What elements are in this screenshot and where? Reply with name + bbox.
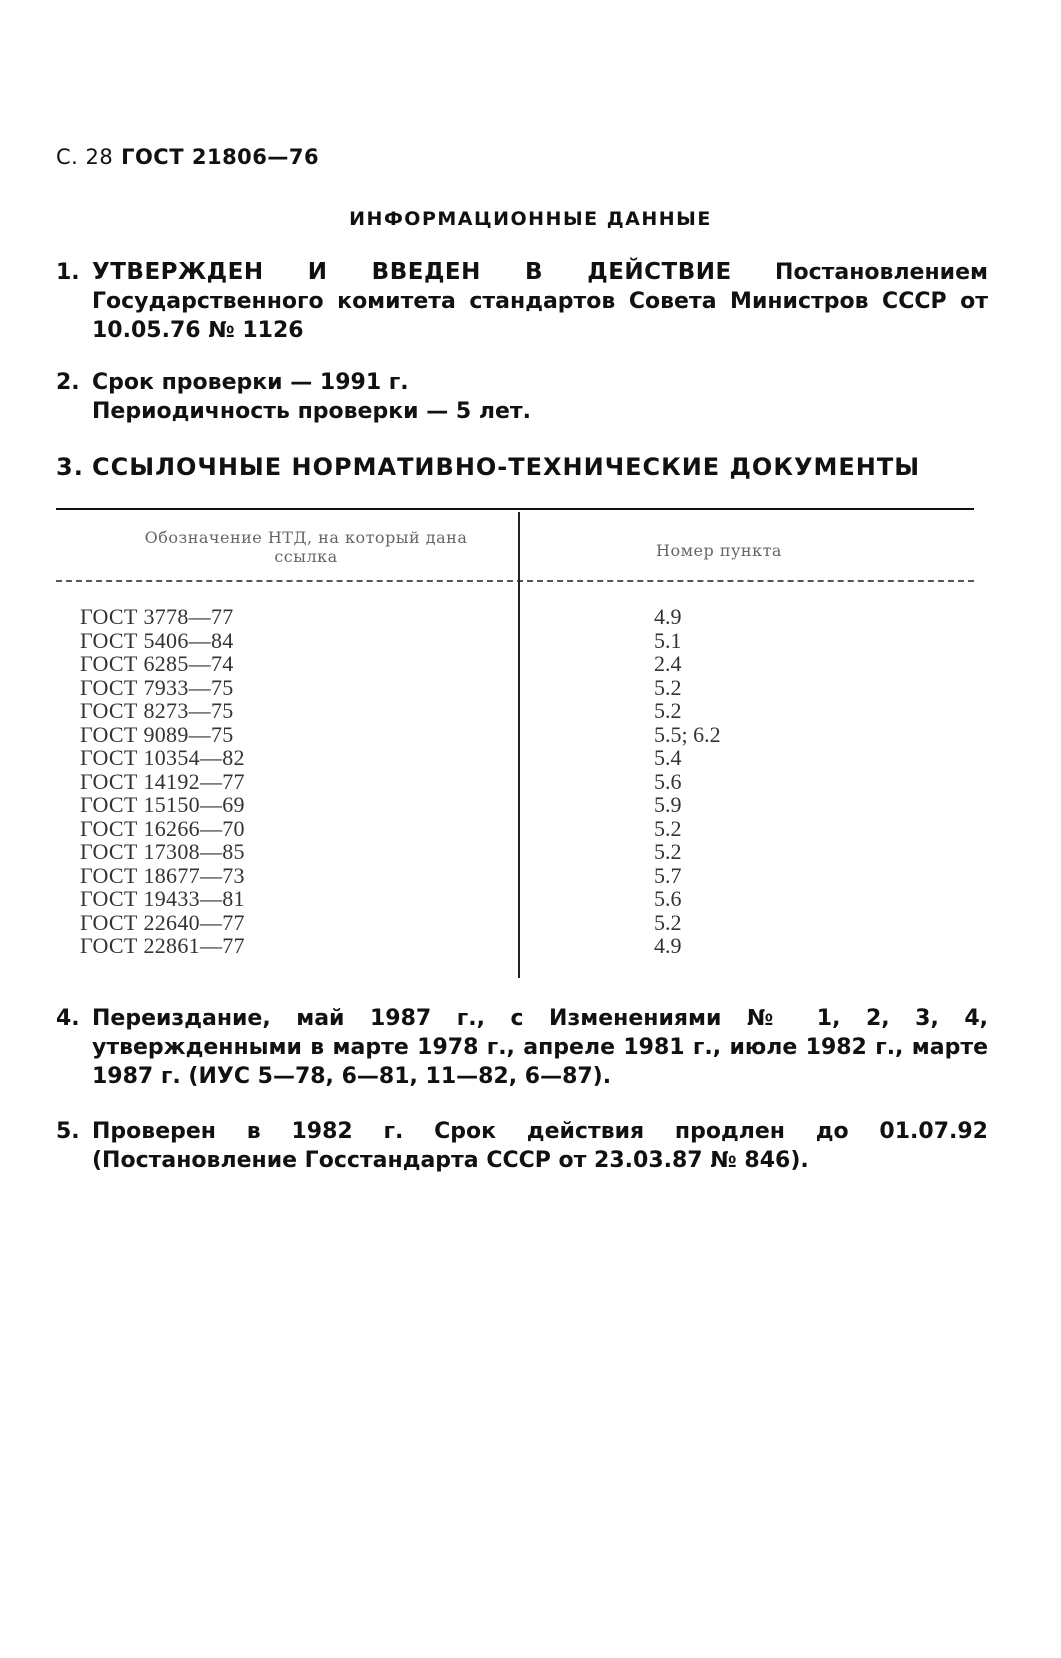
row-standard: ГОСТ 3778—77 [80,604,234,629]
row-clause: 4.9 [654,933,682,958]
table-body [80,605,940,958]
item-number: 1. [56,260,80,285]
row-clause: 2.4 [654,651,682,676]
row-standard: ГОСТ 10354—82 [80,745,245,770]
row-standard: ГОСТ 8273—75 [80,698,234,723]
review-period: Периодичность проверки — 5 лет. [92,399,532,424]
row-clause: 5.2 [654,815,682,841]
row-standard: ГОСТ 6285—74 [80,651,234,676]
table-top-rule [56,508,974,510]
row-clause: 5.2 [654,674,682,700]
item-number: 4. [56,1006,80,1031]
info-item-references [56,453,988,482]
info-item-review [56,368,988,426]
item-number: 3. [56,453,84,481]
row-standard: ГОСТ 19433—81 [80,886,245,911]
review-date: Срок проверки — 1991 г. [92,370,409,395]
item-caps-heading: УТВЕРЖДЕН И ВВЕДЕН В ДЕЙСТВИЕ [92,259,732,285]
row-clause: 5.6 [654,886,682,911]
table-row [80,911,940,935]
row-standard: ГОСТ 17308—85 [80,839,245,864]
page-number: С. 28 [56,145,114,169]
table-row [80,817,940,841]
table-row [80,652,940,676]
row-clause: 5.6 [654,768,682,794]
table-row [80,864,940,888]
row-standard: ГОСТ 9089—75 [80,721,234,747]
info-item-verified [56,1117,988,1175]
item-body [92,368,988,426]
item-body [92,258,988,345]
item-heading: ССЫЛОЧНЫЕ НОРМАТИВНО-ТЕХНИЧЕСКИЕ ДОКУМЕНТЫ [92,453,921,481]
info-item-approval [56,258,988,345]
table-row [80,887,940,911]
item-text: Переиздание, май 1987 г., с Изменениями № 1, 2, 3, 4, утвержденными в марте 1978 г., апреле 1981 г., июле 1982 г., марте 1987 г. (ИУС 5—78, 6—81, 11—82, 6—87). [92,1006,988,1089]
references-table [56,508,974,980]
row-standard: ГОСТ 14192—77 [80,768,245,794]
row-standard: ГОСТ 5406—84 [80,627,234,653]
row-clause: 5.7 [654,862,682,888]
row-clause: 5.2 [654,909,682,935]
page-header [56,145,319,169]
row-standard: ГОСТ 15150—69 [80,792,245,817]
table-row [80,676,940,700]
table-header-clause: Номер пункта [656,541,782,560]
row-standard: ГОСТ 22640—77 [80,909,245,935]
table-row [80,840,940,864]
table-row [80,793,940,817]
row-standard: ГОСТ 22861—77 [80,933,245,958]
row-standard: ГОСТ 7933—75 [80,674,234,700]
row-standard: ГОСТ 18677—73 [80,862,245,888]
table-header-document: Обозначение НТД, на который дана ссылка [144,528,468,566]
table-row [80,605,940,629]
item-number: 2. [56,370,80,395]
table-header-rule [56,580,974,582]
row-clause: 5.2 [654,839,682,864]
table-row [80,723,940,747]
row-standard: ГОСТ 16266—70 [80,815,245,841]
row-clause: 5.4 [654,745,682,770]
info-item-reissue [56,1004,988,1091]
row-clause: 5.9 [654,792,682,817]
section-title: ИНФОРМАЦИОННЫЕ ДАННЫЕ [349,208,712,230]
row-clause: 5.1 [654,627,682,653]
standard-code: ГОСТ 21806—76 [121,145,320,169]
item-text: Проверен в 1982 г. Срок действия продлен до 01.07.92 (Постановление Госстандарта СССР от 23.03.87 № 846). [92,1119,988,1173]
row-clause: 5.2 [654,698,682,723]
table-row [80,629,940,653]
table-row [80,746,940,770]
row-clause: 5.5; 6.2 [654,721,721,747]
table-row [80,699,940,723]
table-row [80,770,940,794]
item-text: Постановлением Государственного комитета стандартов Совета Министров СССР от 10.05.76 № 1126 [92,260,988,343]
table-row [80,934,940,958]
row-clause: 4.9 [654,604,682,629]
item-number: 5. [56,1119,80,1144]
